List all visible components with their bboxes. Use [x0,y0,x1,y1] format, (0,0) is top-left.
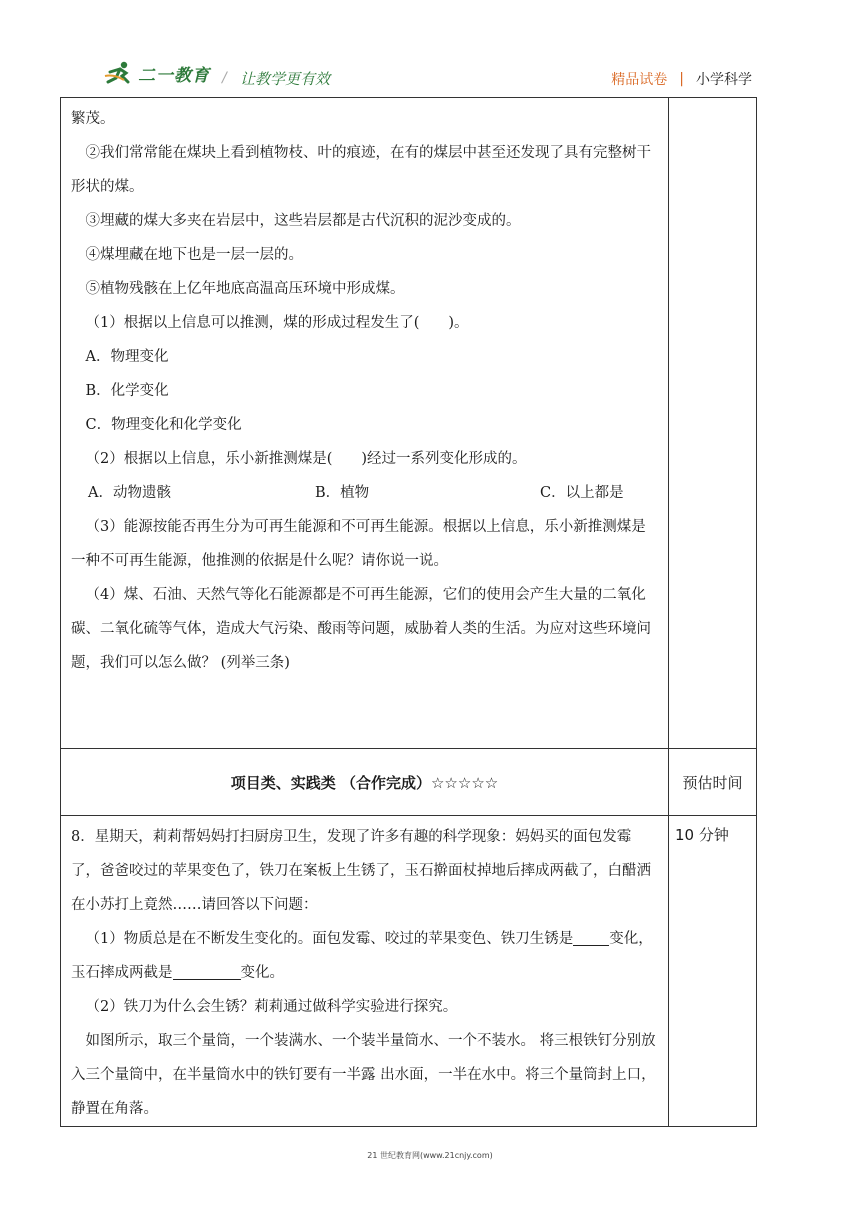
q1-text-1: （1）物质总是在不断发生变化的。面包发霉、咬过的苹果变色、铁刀生锈是 [85,931,574,947]
q1-text-3: 变化。 [240,965,284,981]
question-cell [61,98,669,749]
logo [104,58,210,88]
logo-text: 二一教育 [138,65,210,86]
sub-question-4: （4）煤、石油、天然气等化石能源都是不可再生能源，它们的使用会产生大量的二氧化碳、二氧化硫等气体，造成大气污染、酸雨等问题，威胁着人类的生活。为应对这些环境问题，我们可以怎么做？ (列举三条) [71,587,651,671]
sub-question-1: （1）根据以上信息可以推测，煤的形成过程发生了( )。 [85,315,469,331]
subject-tag: 小学科学 [696,72,752,88]
option-b: B．化学变化 [85,383,169,399]
option-b: B．植物 [315,485,370,501]
page-footer: 21 世纪教育网(www.21cnjy.com) [367,1151,493,1160]
sub-question-2: （2）铁刀为什么会生锈？莉莉通过做科学实验进行探究。 [85,999,458,1015]
runner-logo-icon [104,60,134,86]
quality-tag: 精品试卷 [611,72,668,88]
worksheet-table [60,97,757,1127]
time-header: 预估时间 [669,749,757,816]
sub-question-1 [61,922,668,990]
clue-2: ②我们常常能在煤块上看到植物枝、叶的痕迹，在有的煤层中甚至还发现了具有完整树干形状的煤。 [71,145,651,195]
clue-4: ④煤埋藏在地下也是一层一层的。 [85,247,303,263]
question-block-7 [61,98,757,749]
option-c: C．物理变化和化学变化 [85,417,242,433]
answer-blank-1[interactable] [573,931,609,947]
option-c: C．以上都是 [540,485,624,501]
clue-continuation: 繁茂。 [71,111,115,127]
clue-5: ⑤植物残骸在上亿年地底高温高压环境中形成煤。 [85,281,405,297]
time-cell-empty [669,98,757,749]
q1-text-2: 变化，玉石摔成两截是 [71,931,653,981]
experiment-description: 如图所示，取三个量筒，一个装满水、一个装半量筒水、一个不装水。 将三根铁钉分别放入三个量筒中，在半量筒水中的铁钉要有一半露 出水面，一半在水中。将三个量筒封上口，静置在角落。 [71,1033,656,1117]
sub-question-3: （3）能源按能否再生分为可再生能源和不可再生能源。根据以上信息，乐小新推测煤是一种不可再生能源，他推测的依据是什么呢？请你说一说。 [71,519,646,569]
option-a: A．物理变化 [85,349,169,365]
slogan: 让教学更有效 [240,70,331,88]
page-header [0,0,860,100]
sub-question-2-options [61,476,668,510]
sub-question-2: （2）根据以上信息，乐小新推测煤是( )经过一系列变化形成的。 [85,451,527,467]
section-title: 项目类、实践类 （合作完成）☆☆☆☆☆ [61,749,669,816]
question-block-8 [61,816,757,1127]
clue-3: ③埋藏的煤大多夹在岩层中，这些岩层都是古代沉积的泥沙变成的。 [85,213,521,229]
section-header-row [61,749,757,816]
question-8-intro: 8．星期天，莉莉帮妈妈打扫厨房卫生，发现了许多有趣的科学现象：妈妈买的面包发霉了，爸爸咬过的苹果变色了，铁刀在案板上生锈了，玉石擀面杖掉地后摔成两截了，白醋洒在小苏打上竟然……请回答以下问题： [71,829,651,913]
question-cell [61,816,669,1127]
tag-separator: | [679,71,684,87]
option-a: A．动物遗骸 [88,485,171,501]
slogan-divider: / [222,70,227,86]
header-tags [611,69,752,89]
answer-blank-2[interactable] [173,965,241,981]
estimated-time: 10 分钟 [669,816,757,1127]
